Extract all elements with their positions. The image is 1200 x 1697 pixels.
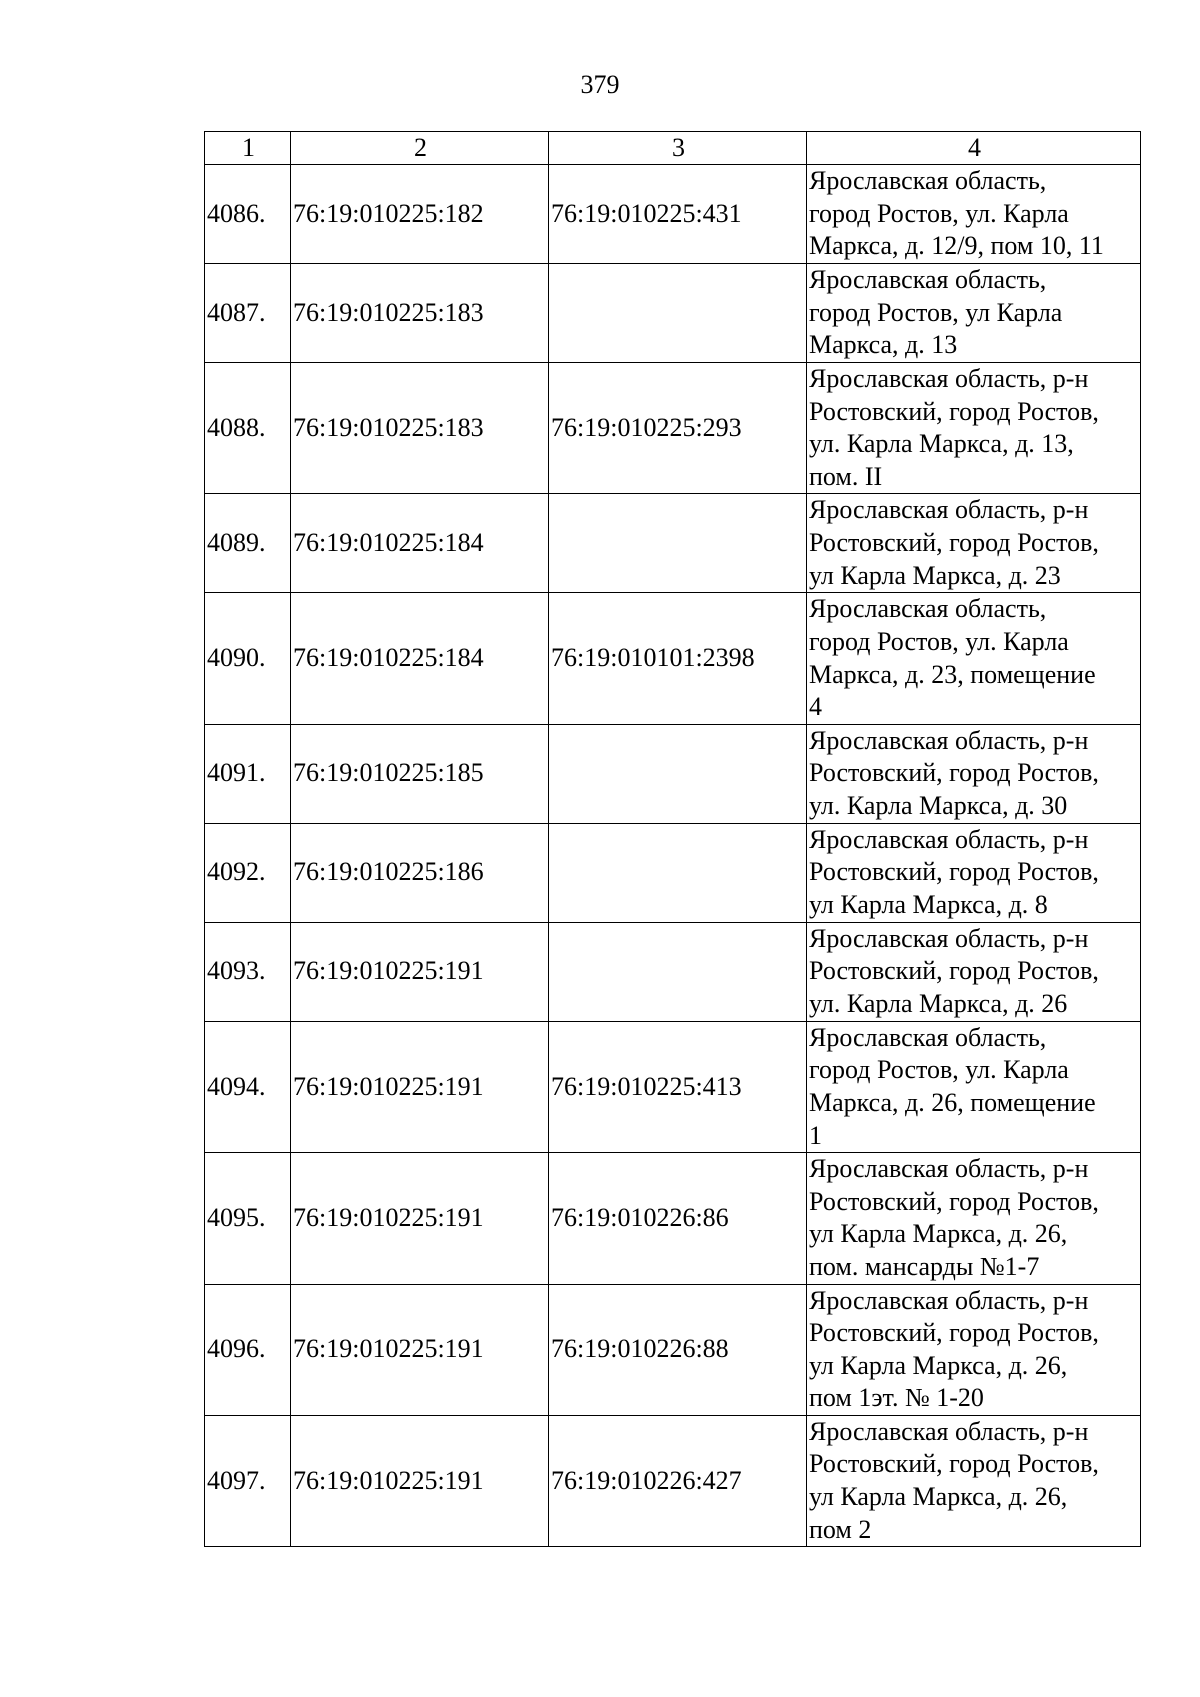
column-header-1: 1	[205, 132, 291, 165]
registry-table	[204, 131, 1141, 1547]
column-header-4: 4	[807, 132, 1141, 165]
row-number-cell: 4092.	[205, 823, 291, 922]
address-line: Ростовский, город Ростов,	[809, 396, 1099, 426]
address-line: ул Карла Маркса, д. 26,	[809, 1219, 1068, 1249]
address-cell	[807, 1284, 1141, 1415]
address-line: пом. мансарды №1-7	[809, 1251, 1040, 1281]
address-cell	[807, 724, 1141, 823]
address-line: ул. Карла Маркса, д. 13,	[809, 429, 1074, 459]
address-line: ул Карла Маркса, д. 26,	[809, 1482, 1068, 1512]
address-line: Маркса, д. 13	[809, 330, 958, 360]
table-row	[205, 724, 1141, 823]
table-row	[205, 264, 1141, 363]
address-line: пом 1эт. № 1-20	[809, 1383, 984, 1413]
table-header-row	[205, 132, 1141, 165]
row-number-cell: 4087.	[205, 264, 291, 363]
address-line: Ярославская область,	[809, 1022, 1047, 1052]
object-cadastral-number-cell: 76:19:010101:2398	[549, 593, 807, 724]
table-row	[205, 494, 1141, 593]
object-cadastral-number-cell: 76:19:010226:86	[549, 1153, 807, 1284]
table-row	[205, 363, 1141, 494]
address-line: Ярославская область, р-н	[809, 495, 1089, 525]
cadastral-number-cell: 76:19:010225:191	[291, 1415, 549, 1546]
address-line: Ростовский, город Ростов,	[809, 758, 1099, 788]
cadastral-number-cell: 76:19:010225:184	[291, 494, 549, 593]
address-line: город Ростов, ул. Карла	[809, 1055, 1069, 1085]
address-line: Ростовский, город Ростов,	[809, 956, 1099, 986]
table-row	[205, 922, 1141, 1021]
address-line: ул Карла Маркса, д. 23	[809, 560, 1061, 590]
address-line: город Ростов, ул. Карла	[809, 626, 1069, 656]
row-number-cell: 4091.	[205, 724, 291, 823]
address-cell	[807, 1153, 1141, 1284]
address-line: Ярославская область, р-н	[809, 824, 1089, 854]
address-line: Ростовский, город Ростов,	[809, 1449, 1099, 1479]
address-cell	[807, 1021, 1141, 1152]
table-row	[205, 1021, 1141, 1152]
object-cadastral-number-cell	[549, 823, 807, 922]
object-cadastral-number-cell: 76:19:010226:427	[549, 1415, 807, 1546]
address-line: город Ростов, ул. Карла	[809, 198, 1069, 228]
table-row	[205, 1415, 1141, 1546]
row-number-cell: 4096.	[205, 1284, 291, 1415]
cadastral-number-cell: 76:19:010225:186	[291, 823, 549, 922]
address-line: ул. Карла Маркса, д. 26	[809, 989, 1068, 1019]
table-row	[205, 1153, 1141, 1284]
row-number-cell: 4090.	[205, 593, 291, 724]
address-cell	[807, 494, 1141, 593]
object-cadastral-number-cell	[549, 922, 807, 1021]
address-cell	[807, 922, 1141, 1021]
address-line: ул Карла Маркса, д. 26,	[809, 1350, 1068, 1380]
row-number-cell: 4089.	[205, 494, 291, 593]
address-cell	[807, 823, 1141, 922]
object-cadastral-number-cell	[549, 264, 807, 363]
object-cadastral-number-cell: 76:19:010225:431	[549, 165, 807, 264]
address-line: пом 2	[809, 1514, 872, 1544]
cadastral-number-cell: 76:19:010225:191	[291, 922, 549, 1021]
row-number-cell: 4095.	[205, 1153, 291, 1284]
object-cadastral-number-cell: 76:19:010226:88	[549, 1284, 807, 1415]
cadastral-number-cell: 76:19:010225:183	[291, 363, 549, 494]
address-line: Ярославская область, р-н	[809, 1285, 1089, 1315]
row-number-cell: 4094.	[205, 1021, 291, 1152]
address-line: ул. Карла Маркса, д. 30	[809, 791, 1068, 821]
address-line: Ростовский, город Ростов,	[809, 1186, 1099, 1216]
object-cadastral-number-cell: 76:19:010225:293	[549, 363, 807, 494]
address-line: Ярославская область,	[809, 594, 1047, 624]
object-cadastral-number-cell	[549, 724, 807, 823]
column-header-3: 3	[549, 132, 807, 165]
address-line: Ярославская область, р-н	[809, 364, 1089, 393]
address-line: город Ростов, ул Карла	[809, 297, 1063, 327]
cadastral-number-cell: 76:19:010225:185	[291, 724, 549, 823]
row-number-cell: 4097.	[205, 1415, 291, 1546]
address-line: Ростовский, город Ростов,	[809, 1318, 1099, 1348]
address-cell	[807, 264, 1141, 363]
table-row	[205, 593, 1141, 724]
column-header-2: 2	[291, 132, 549, 165]
address-line: Ярославская область, р-н	[809, 923, 1089, 953]
address-line: 4	[809, 692, 822, 722]
address-cell	[807, 165, 1141, 264]
address-line: 1	[809, 1120, 822, 1150]
address-line: Ярославская область,	[809, 265, 1047, 295]
address-cell	[807, 593, 1141, 724]
address-line: Ярославская область, р-н	[809, 1416, 1089, 1446]
cadastral-number-cell: 76:19:010225:182	[291, 165, 549, 264]
object-cadastral-number-cell	[549, 494, 807, 593]
object-cadastral-number-cell: 76:19:010225:413	[549, 1021, 807, 1152]
table-row	[205, 1284, 1141, 1415]
table-row	[205, 165, 1141, 264]
cadastral-number-cell: 76:19:010225:191	[291, 1153, 549, 1284]
address-line: Ростовский, город Ростов,	[809, 857, 1099, 887]
address-line: пом. II	[809, 461, 883, 491]
row-number-cell: 4093.	[205, 922, 291, 1021]
address-line: Ярославская область, р-н	[809, 1154, 1089, 1184]
address-line: Ярославская область, р-н	[809, 725, 1089, 755]
address-cell	[807, 1415, 1141, 1546]
cadastral-number-cell: 76:19:010225:183	[291, 264, 549, 363]
address-line: Маркса, д. 26, помещение	[809, 1087, 1096, 1117]
address-line: Маркса, д. 23, помещение	[809, 659, 1096, 689]
cadastral-number-cell: 76:19:010225:191	[291, 1021, 549, 1152]
address-line: Ростовский, город Ростов,	[809, 528, 1099, 558]
address-line: Маркса, д. 12/9, пом 10, 11	[809, 231, 1104, 261]
address-cell	[807, 363, 1141, 494]
table-row	[205, 823, 1141, 922]
cadastral-number-cell: 76:19:010225:184	[291, 593, 549, 724]
address-line: ул Карла Маркса, д. 8	[809, 890, 1048, 920]
table-body	[205, 165, 1141, 1547]
page-number: 379	[580, 70, 620, 99]
address-line: Ярославская область,	[809, 166, 1047, 196]
row-number-cell: 4086.	[205, 165, 291, 264]
row-number-cell: 4088.	[205, 363, 291, 494]
cadastral-number-cell: 76:19:010225:191	[291, 1284, 549, 1415]
